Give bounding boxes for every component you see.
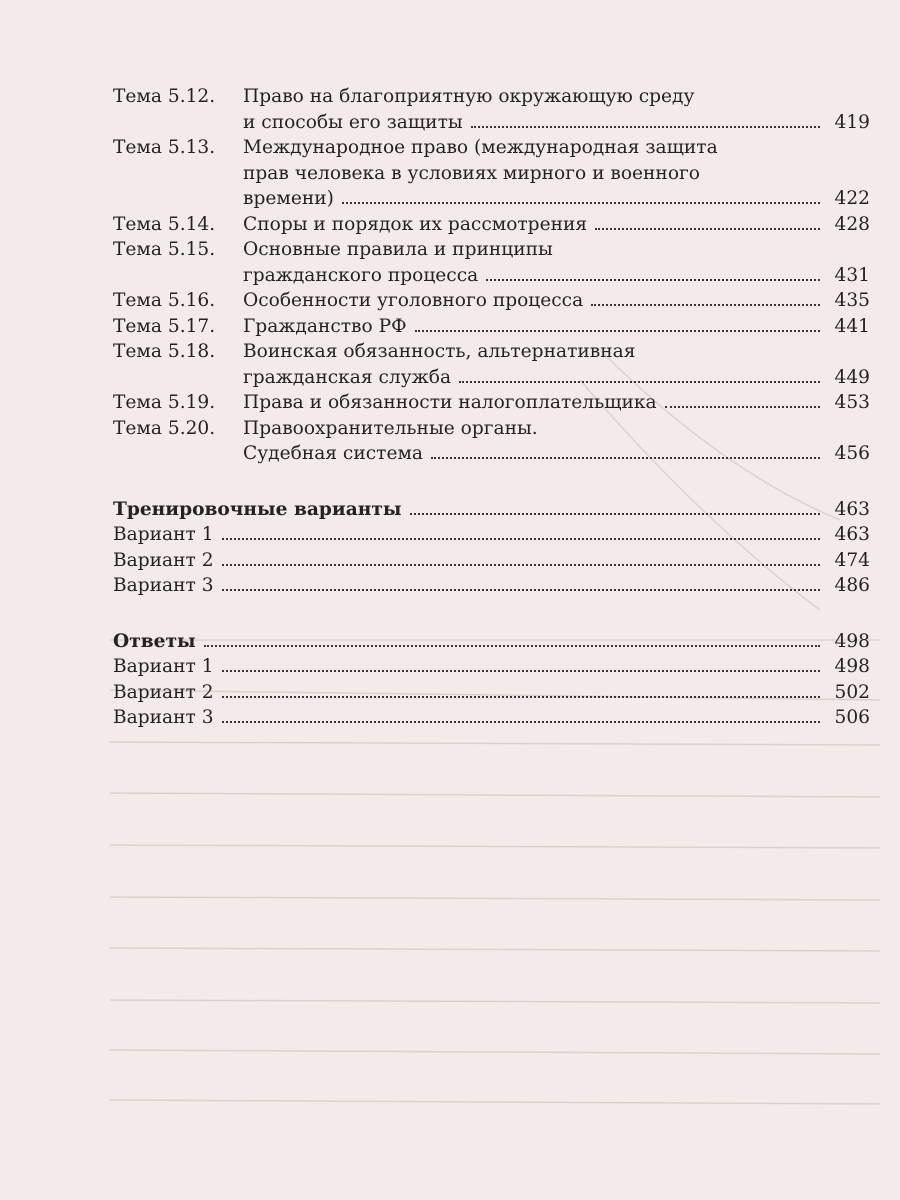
page-number: 506 [834, 707, 870, 728]
page-number: 431 [834, 264, 870, 286]
variant-entry[interactable] [113, 680, 870, 706]
topic-title-line: Особенности уголовного процесса [243, 290, 584, 311]
topic-title-line: Воинская обязанность, альтернативная [243, 341, 636, 362]
training-heading[interactable] [113, 497, 870, 523]
table-of-contents [113, 84, 870, 731]
topic-number: Тема 5.13. [113, 137, 216, 158]
topic-title-line: Споры и порядок их рассмотрения [243, 213, 588, 235]
leader-dots [222, 564, 820, 566]
leader-dots [486, 279, 820, 281]
leader-dots [591, 304, 820, 306]
answers-section [113, 629, 870, 731]
toc-entry[interactable] [113, 84, 870, 135]
topic-title-line: гражданская служба [243, 366, 452, 388]
page-number: 463 [834, 498, 870, 520]
leader-dots [222, 538, 820, 540]
topic-list [113, 84, 870, 467]
leader-dots [431, 457, 820, 459]
page-number: 422 [834, 188, 870, 209]
toc-entry[interactable] [113, 339, 870, 390]
page-number: 498 [834, 630, 870, 652]
variant-label: Вариант 3 [113, 707, 214, 728]
topic-title-line: и способы его защиты [243, 111, 463, 133]
toc-entry[interactable] [113, 288, 870, 314]
topic-number: Тема 5.15. [113, 239, 216, 260]
topic-title-line: Основные правила и принципы [243, 239, 553, 260]
topic-number: Тема 5.20. [113, 417, 216, 439]
toc-entry[interactable] [113, 416, 870, 467]
variant-label: Вариант 3 [113, 575, 214, 596]
leader-dots [595, 228, 820, 230]
topic-title-line: Судебная система [243, 443, 423, 464]
variant-entry[interactable] [113, 573, 870, 599]
toc-entry[interactable] [113, 135, 870, 212]
variant-entry[interactable] [113, 705, 870, 731]
leader-dots [410, 513, 820, 515]
toc-entry[interactable] [113, 314, 870, 340]
training-section [113, 497, 870, 599]
variant-label: Вариант 1 [113, 656, 214, 677]
leader-dots [204, 645, 820, 647]
topic-number: Тема 5.19. [113, 392, 216, 413]
variant-label: Вариант 2 [113, 549, 214, 571]
page-number: 449 [834, 366, 870, 388]
topic-title-line: прав человека в условиях мирного и военного [243, 162, 700, 184]
topic-number: Тема 5.18. [113, 341, 216, 362]
leader-dots [665, 406, 820, 408]
leader-dots [459, 381, 820, 383]
leader-dots [222, 696, 820, 698]
variant-entry[interactable] [113, 654, 870, 680]
page-number: 463 [834, 524, 870, 545]
page-number: 435 [834, 290, 870, 311]
leader-dots [415, 330, 820, 332]
page-number: 428 [834, 213, 870, 235]
page-number: 453 [834, 392, 870, 413]
page-number: 441 [834, 315, 870, 337]
variant-label: Вариант 1 [113, 524, 214, 545]
variant-entry[interactable] [113, 548, 870, 574]
leader-dots [342, 202, 820, 204]
variant-entry[interactable] [113, 522, 870, 548]
leader-dots [222, 721, 820, 723]
topic-title-line: Право на благоприятную окружающую среду [243, 86, 695, 107]
page-number: 419 [834, 111, 870, 133]
topic-title-line: гражданского процесса [243, 264, 479, 286]
leader-dots [222, 670, 820, 672]
section-title: Ответы [113, 630, 196, 652]
topic-title-line: Права и обязанности налогоплательщика [243, 392, 657, 413]
toc-entry[interactable] [113, 237, 870, 288]
topic-number: Тема 5.16. [113, 290, 216, 311]
variant-label: Вариант 2 [113, 681, 214, 703]
answers-heading[interactable] [113, 629, 870, 655]
topic-title-line: Международное право (международная защита [243, 137, 718, 158]
topic-title-line: Гражданство РФ [243, 315, 407, 337]
topic-title-line: времени) [243, 188, 334, 209]
topic-title-line: Правоохранительные органы. [243, 417, 538, 439]
topic-number: Тема 5.17. [113, 315, 216, 337]
topic-number: Тема 5.12. [113, 86, 216, 107]
toc-entry[interactable] [113, 212, 870, 238]
section-title: Тренировочные варианты [113, 498, 402, 520]
page-number: 474 [834, 549, 870, 571]
leader-dots [222, 589, 820, 591]
page-number: 486 [834, 575, 870, 596]
page-number: 456 [834, 443, 870, 464]
page-number: 498 [834, 656, 870, 677]
leader-dots [471, 126, 820, 128]
toc-entry[interactable] [113, 390, 870, 416]
topic-number: Тема 5.14. [113, 213, 216, 235]
page-number: 502 [834, 681, 870, 703]
